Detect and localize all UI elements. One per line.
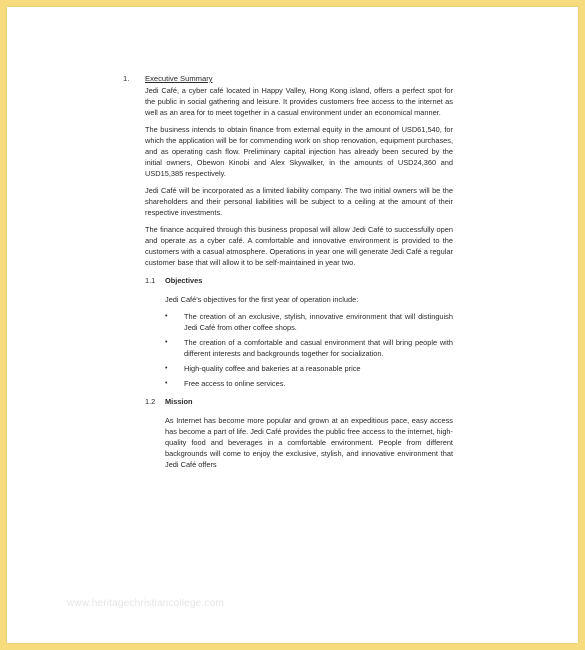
document-page xyxy=(7,7,578,643)
objective-text: The creation of a comfortable and casual environment that will bring people with different interests and backgrounds together for socialization. xyxy=(184,338,453,358)
watermark: www.heritagechristiancollege.com xyxy=(67,598,225,609)
objectives-intro: Jedi Café's objectives for the first year of operation include: xyxy=(165,295,359,304)
mission-heading xyxy=(145,396,453,407)
bullet-icon: • xyxy=(165,380,168,387)
summary-paragraph-2: The business intends to obtain finance from external equity in the amount of USD61,540, for which the application will be for commending work on shop renovation, equipment purchases, and as operating cash flow. Preliminary capital injection has already been secured by the initial owners, Obewon Kinobi and Alex Skywalker, in the amounts of USD24,360 and USD15,385 respectively. xyxy=(145,125,453,178)
mission-paragraph: As Internet has become more popular and grown at an expeditious pace, easy access has become a part of life. Jedi Café provides the public free access to the internet, high-quality food and beverages in a comfortable environment. People from different backgrounds will come to enjoy the exclusive, stylish, and innovative environment that Jedi Café offers xyxy=(165,416,453,469)
section-number: 1. xyxy=(123,74,130,83)
section-heading xyxy=(123,73,453,84)
objective-text: Free access to online services. xyxy=(184,379,286,388)
mission-number: 1.2 xyxy=(145,397,156,406)
section-title: Executive Summary xyxy=(145,74,213,83)
bullet-icon: • xyxy=(165,313,168,320)
bullet-icon: • xyxy=(165,339,168,346)
objective-text: The creation of an exclusive, stylish, innovative environment that will distinguish Jedi Café from other coffee shops. xyxy=(184,312,453,332)
mission-title: Mission xyxy=(165,397,193,406)
bullet-icon: • xyxy=(165,365,168,372)
objective-text: High-quality coffee and bakeries at a reasonable price xyxy=(184,364,361,373)
document-content xyxy=(123,73,453,476)
summary-paragraph-1: Jedi Café, a cyber café located in Happy Valley, Hong Kong island, offers a perfect spot for the public in social gathering and leisure. It provides customers free access to the internet as well as an area for to meet together in a casual environment under an economical manner. xyxy=(145,86,453,117)
list-item xyxy=(165,337,453,359)
summary-paragraph-4: The finance acquired through this business proposal will allow Jedi Café to successfully open and operate as a cyber café. A comfortable and innovative environment is provided to the customers with a casual atmosphere. Operations in year one will generate Jedi Café a regular customer base that will allow it to be self-maintained in year two. xyxy=(145,225,453,267)
list-item xyxy=(165,311,453,333)
objectives-list xyxy=(165,311,453,389)
summary-paragraph-3: Jedi Café will be incorporated as a limited liability company. The two initial owners will be the shareholders and their personal liabilities will be subject to a ceiling at the amount of their respective investments. xyxy=(145,186,453,217)
list-item xyxy=(165,378,453,389)
objectives-number: 1.1 xyxy=(145,276,156,285)
objectives-heading xyxy=(145,275,453,286)
list-item xyxy=(165,363,453,374)
objectives-title: Objectives xyxy=(165,276,203,285)
